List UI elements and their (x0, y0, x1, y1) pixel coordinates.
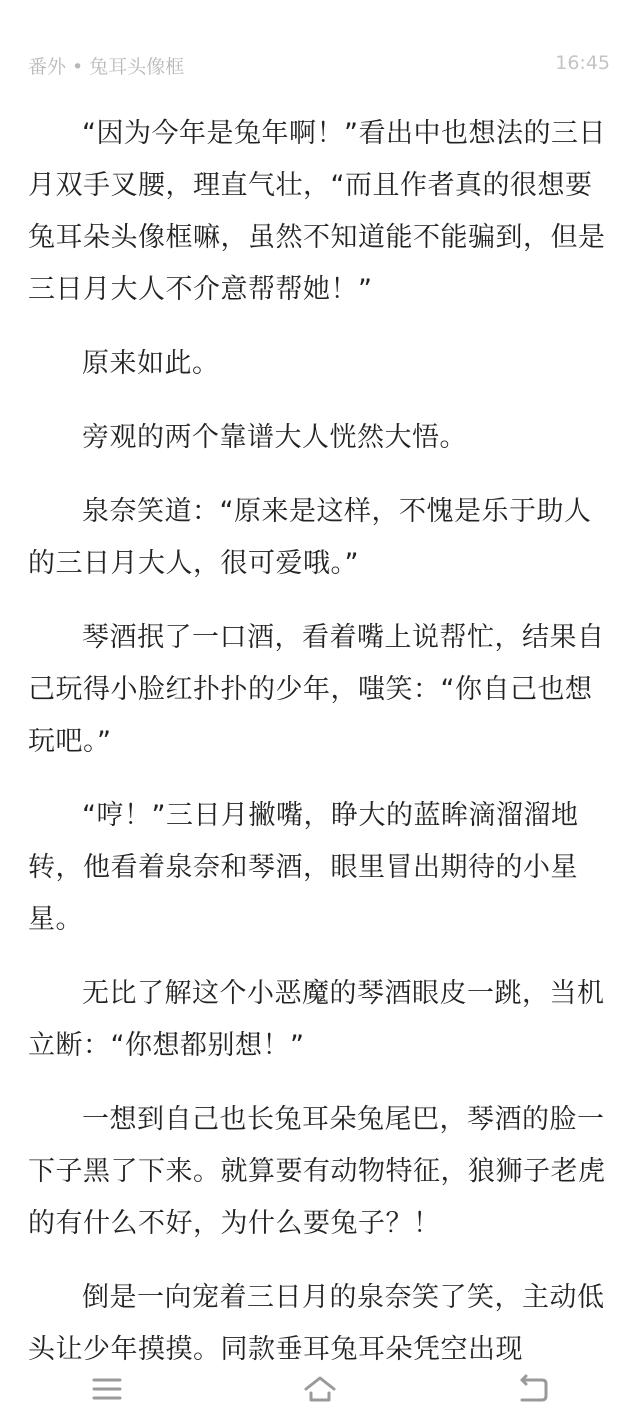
chapter-title: 番外 • 兔耳头像框 (28, 56, 185, 78)
paragraph: 旁观的两个靠谱大人恍然大悟。 (82, 422, 467, 453)
reader-header (0, 0, 640, 100)
paragraph: 泉奈笑道：“原来是这样，不愧是乐于助人的三日月大人，很可爱哦。” (28, 496, 592, 579)
menu-icon (90, 1374, 124, 1404)
reading-content[interactable] (28, 108, 612, 1365)
paragraph: 原来如此。 (82, 348, 220, 379)
home-button[interactable] (290, 1364, 350, 1414)
paragraph: 无比了解这个小恶魔的琴酒眼皮一跳，当机立断：“你想都别想！” (28, 978, 605, 1061)
back-icon (516, 1374, 550, 1404)
paragraph: 倒是一向宠着三日月的泉奈笑了笑，主动低头让少年摸摸。同款垂耳兔耳朵凭空出现 (28, 1282, 605, 1365)
clock-time: 16:45 (555, 52, 610, 74)
paragraph: 一想到自己也长兔耳朵兔尾巴，琴酒的脸一下子黑了下来。就算要有动物特征，狼狮子老虎的有什么不好，为什么要兔子？！ (28, 1104, 606, 1239)
home-icon (303, 1374, 337, 1404)
paragraph: 琴酒抿了一口酒，看着嘴上说帮忙，结果自己玩得小脸红扑扑的少年，嗤笑：“你自己也想玩吧。” (28, 622, 605, 757)
back-button[interactable] (503, 1364, 563, 1414)
paragraph: “哼！”三日月撇嘴，睁大的蓝眸滴溜溜地转，他看着泉奈和琴酒，眼里冒出期待的小星星。 (28, 800, 579, 935)
system-nav-bar (0, 1350, 640, 1427)
menu-button[interactable] (77, 1364, 137, 1414)
paragraph: “因为今年是兔年啊！”看出中也想法的三日月双手叉腰，理直气壮，“而且作者真的很想要兔耳朵头像框嘛，虽然不知道能不能骗到，但是三日月大人不介意帮帮她！” (28, 118, 606, 305)
